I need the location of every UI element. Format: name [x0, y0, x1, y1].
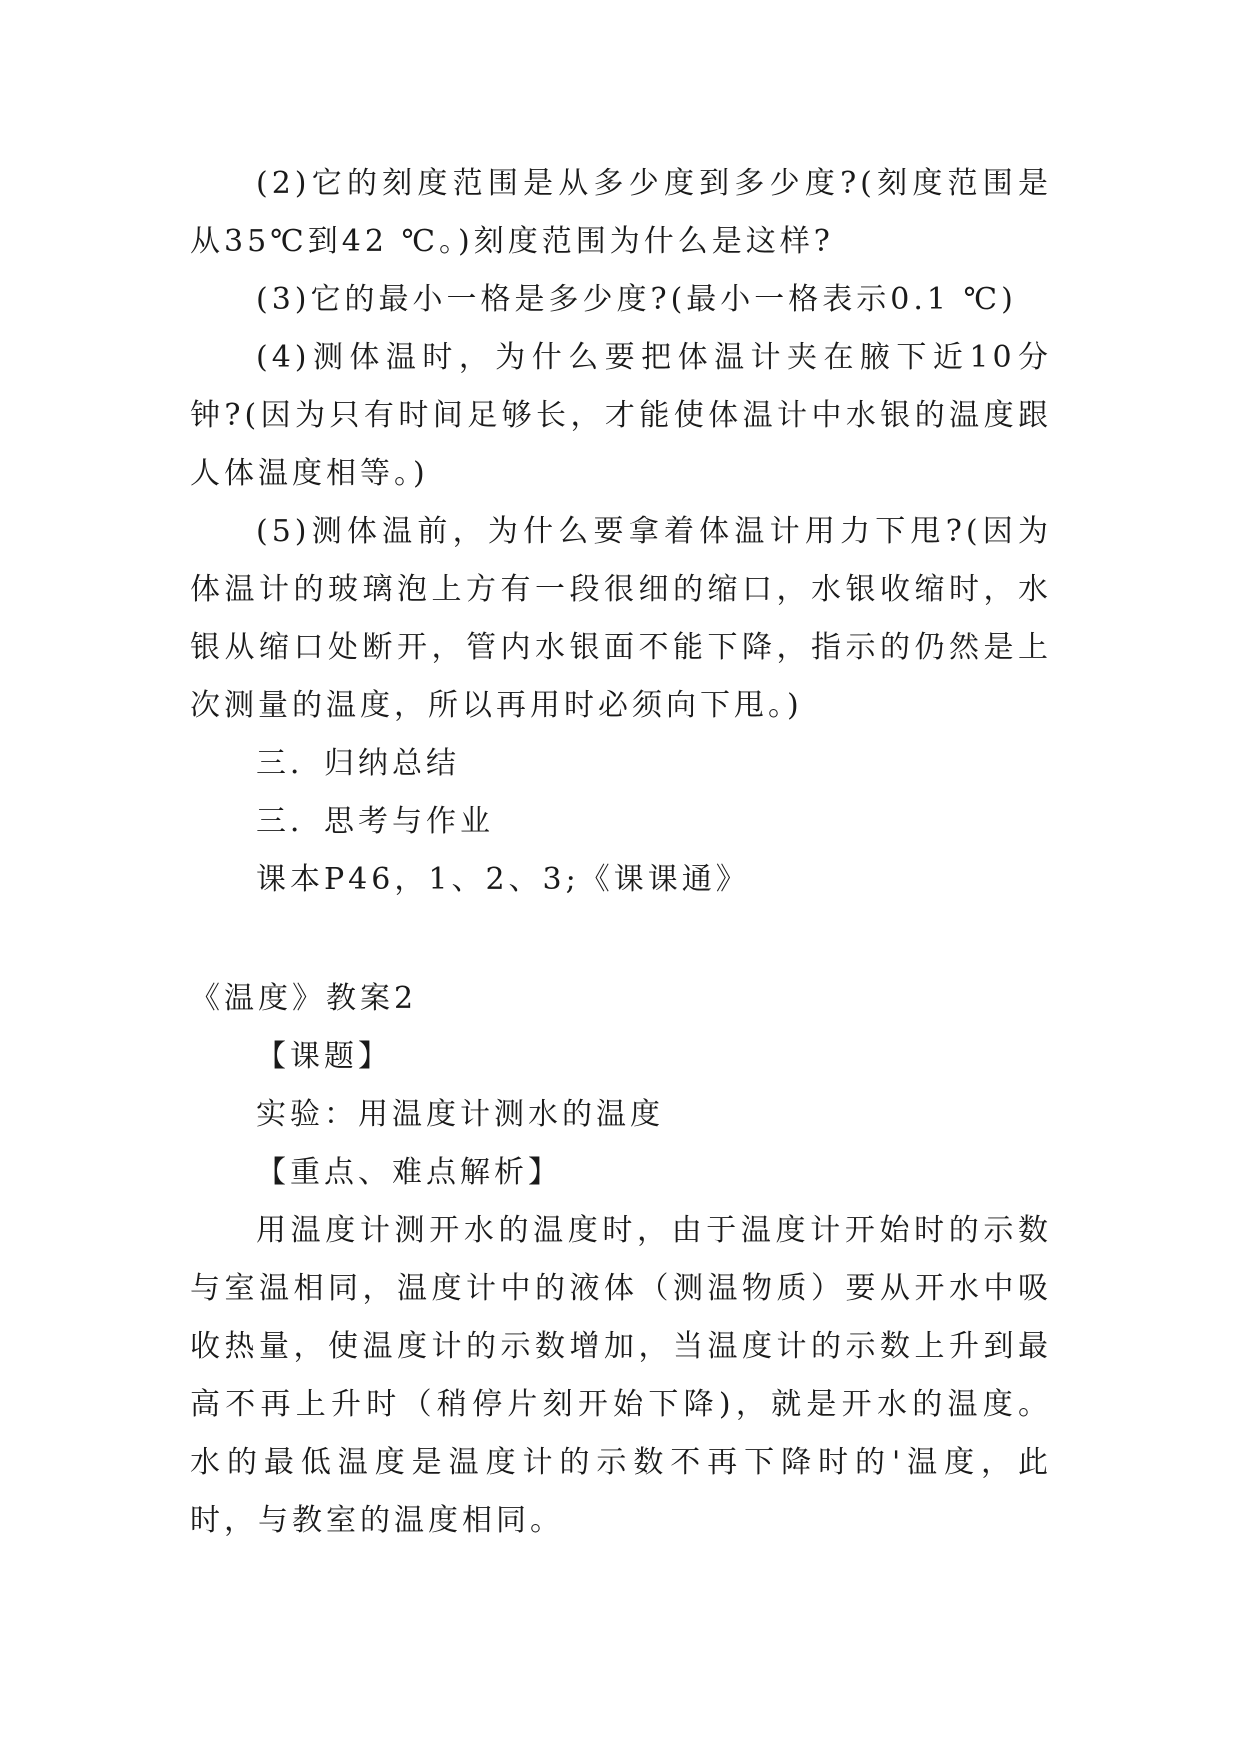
lesson-title: 《温度》教案2: [190, 981, 418, 1016]
lesson-plan-part-2: [190, 970, 1052, 1550]
analysis-heading: 【重点、难点解析】: [256, 1155, 562, 1190]
summary-heading: 三．归纳总结: [256, 746, 460, 781]
homework-heading: 三．思考与作业: [256, 804, 494, 839]
topic-text: 实验：用温度计测水的温度: [256, 1097, 664, 1132]
topic-heading: 【课题】: [256, 1039, 392, 1074]
question-2: (2)它的刻度范围是从多少度到多少度?(刻度范围是从35℃到42 ℃。)刻度范围为什么是这样?: [190, 166, 1052, 259]
analysis-text: 用温度计测开水的温度时，由于温度计开始时的示数与室温相同，温度计中的液体（测温物质）要从开水中吸收热量，使温度计的示数增加，当温度计的示数上升到最高不再上升时（稍停片刻开始下降)，就是开水的温度。水的最低温度是温度计的示数不再下降时的'温度，此时，与教室的温度相同。: [190, 1213, 1052, 1538]
lesson-plan-part-1: [190, 155, 1052, 909]
question-5: (5)测体温前，为什么要拿着体温计用力下甩?(因为体温计的玻璃泡上方有一段很细的缩口，水银收缩时，水银从缩口处断开，管内水银面不能下降，指示的仍然是上次测量的温度，所以再用时必须向下甩。): [190, 514, 1052, 723]
question-4: (4)测体温时，为什么要把体温计夹在腋下近10分钟?(因为只有时间足够长，才能使体温计中水银的温度跟人体温度相等。): [190, 340, 1052, 491]
question-3: (3)它的最小一格是多少度?(最小一格表示0.1 ℃): [256, 282, 1017, 317]
homework-text: 课本P46，1、2、3;《课课通》: [256, 862, 750, 897]
